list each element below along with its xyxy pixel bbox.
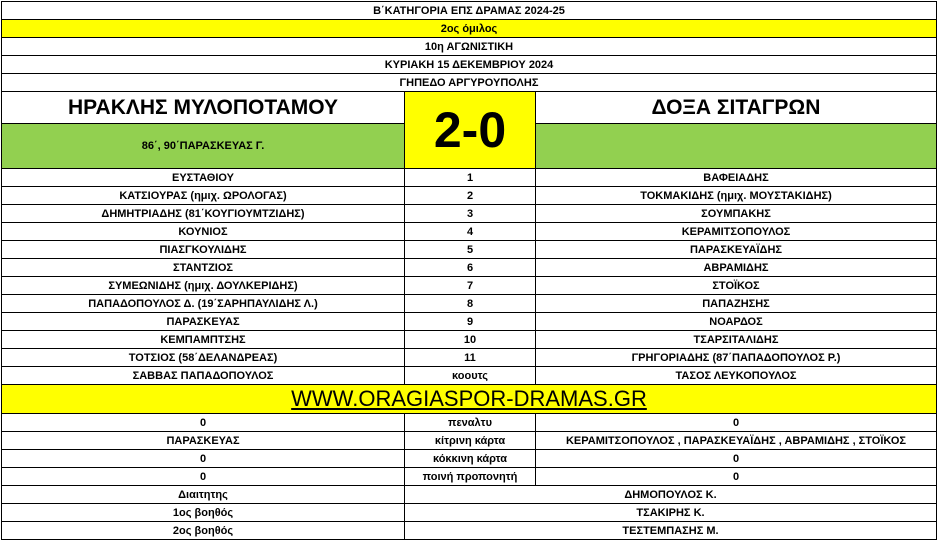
official-name: ΔΗΜΟΠΟΥΛΟΣ Κ. [405,486,937,504]
away-stat-value: 0 [536,468,937,486]
home-player: ΚΟΥΝΙΟΣ [2,223,405,241]
stat-label: κόκκινη κάρτα [405,450,536,468]
official-name: ΤΣΑΚΙΡΗΣ Κ. [405,504,937,522]
official-role: Διαιτητης [2,486,405,504]
away-player: ΝΟΑΡΔΟΣ [536,313,937,331]
away-team-name: ΔΟΞΑ ΣΙΤΑΓΡΩΝ [536,92,937,124]
away-coach: ΤΑΣΟΣ ΛΕΥΚΟΠΟΥΛΟΣ [536,367,937,385]
venue-label: ΓΗΠΕΔΟ ΑΡΓΥΡΟΥΠΟΛΗΣ [2,74,937,92]
lineup-row [2,295,937,313]
matchday-label: 10η ΑΓΩΝΙΣΤΙΚΗ [2,38,937,56]
home-player: ΣΤΑΝΤΖΙΟΣ [2,259,405,277]
home-player: ΤΟΤΣΙΟΣ (58΄ΔΕΛΑΝΔΡΕΑΣ) [2,349,405,367]
lineup-row [2,205,937,223]
stat-label: κίτρινη κάρτα [405,432,536,450]
away-stat-value: 0 [536,450,937,468]
shirt-number: 2 [405,187,536,205]
home-player: ΠΑΠΑΔΟΠΟΥΛΟΣ Δ. (19΄ΣΑΡΗΠΑΥΛΙΔΗΣ Λ.) [2,295,405,313]
lineup-row [2,223,937,241]
official-row [2,504,937,522]
stat-row [2,450,937,468]
official-name: ΤΕΣΤΕΜΠΑΣΗΣ Μ. [405,522,937,540]
away-stat-value: 0 [536,414,937,432]
lineup-row [2,331,937,349]
official-role: 2ος βοηθός [2,522,405,540]
lineup-row [2,259,937,277]
shirt-number: 1 [405,169,536,187]
website-link[interactable]: WWW.ORAGIASPOR-DRAMAS.GR [291,386,647,411]
away-player: ΒΑΦΕΙΑΔΗΣ [536,169,937,187]
shirt-number: 5 [405,241,536,259]
away-player: ΑΒΡΑΜΙΔΗΣ [536,259,937,277]
away-player: ΠΑΡΑΣΚΕΥΑΪΔΗΣ [536,241,937,259]
lineup-row [2,169,937,187]
home-coach: ΣΑΒΒΑΣ ΠΑΠΑΔΟΠΟΥΛΟΣ [2,367,405,385]
home-player: ΠΑΡΑΣΚΕΥΑΣ [2,313,405,331]
shirt-number: 3 [405,205,536,223]
home-player: ΚΑΤΣΙΟΥΡΑΣ (ημιχ. ΩΡΟΛΟΓΑΣ) [2,187,405,205]
home-stat-value: 0 [2,414,405,432]
home-player: ΕΥΣΤΑΘΙΟΥ [2,169,405,187]
home-stat-value: ΠΑΡΑΣΚΕΥΑΣ [2,432,405,450]
shirt-number: 6 [405,259,536,277]
match-date: ΚΥΡΙΑΚΗ 15 ΔΕΚΕΜΒΡΙΟΥ 2024 [2,56,937,74]
league-title: Β΄ΚΑΤΗΓΟΡΙΑ ΕΠΣ ΔΡΑΜΑΣ 2024-25 [2,2,937,20]
away-scorers [536,124,937,169]
home-stat-value: 0 [2,468,405,486]
home-player: ΣΥΜΕΩΝΙΔΗΣ (ημιχ. ΔΟΥΛΚΕΡΙΔΗΣ) [2,277,405,295]
shirt-number: 10 [405,331,536,349]
away-player: ΓΡΗΓΟΡΙΑΔΗΣ (87΄ΠΑΠΑΔΟΠΟΥΛΟΣ Ρ.) [536,349,937,367]
away-player: ΠΑΠΑΖΗΣΗΣ [536,295,937,313]
home-player: ΚΕΜΠΑΜΠΤΣΗΣ [2,331,405,349]
home-scorers: 86΄, 90΄ΠΑΡΑΣΚΕΥΑΣ Γ. [2,124,405,169]
shirt-number: 4 [405,223,536,241]
official-role: 1ος βοηθός [2,504,405,522]
stat-label: ποινή προπονητή [405,468,536,486]
away-player: ΣΤΟΪΚΟΣ [536,277,937,295]
away-player: ΤΟΚΜΑΚΙΔΗΣ (ημιχ. ΜΟΥΣΤΑΚΙΔΗΣ) [536,187,937,205]
lineup-row [2,349,937,367]
official-row [2,522,937,540]
shirt-number: 7 [405,277,536,295]
lineup-row [2,187,937,205]
shirt-number: 8 [405,295,536,313]
officials-rows [2,486,937,540]
lineup-rows [2,169,937,367]
away-player: ΤΣΑΡΣΙΤΑΛΙΔΗΣ [536,331,937,349]
home-team-name: ΗΡΑΚΛΗΣ ΜΥΛΟΠΟΤΑΜΟΥ [2,92,405,124]
lineup-row [2,241,937,259]
coach-label: κοουτς [405,367,536,385]
official-row [2,486,937,504]
stat-row [2,414,937,432]
group-label: 2ος όμιλος [2,20,937,38]
lineup-row [2,313,937,331]
stat-row [2,468,937,486]
away-stat-value: ΚΕΡΑΜΙΤΣΟΠΟΥΛΟΣ , ΠΑΡΑΣΚΕΥΑΪΔΗΣ , ΑΒΡΑΜΙΔΗΣ , ΣΤΟΪΚΟΣ [536,432,937,450]
stat-label: πεναλτυ [405,414,536,432]
match-report-table [1,1,937,540]
home-player: ΔΗΜΗΤΡΙΑΔΗΣ (81΄ΚΟΥΓΙΟΥΜΤΖΙΔΗΣ) [2,205,405,223]
shirt-number: 11 [405,349,536,367]
website-banner[interactable] [2,385,937,414]
home-player: ΠΙΑΣΓΚΟΥΛΙΔΗΣ [2,241,405,259]
final-score: 2-0 [405,92,536,169]
stat-row [2,432,937,450]
shirt-number: 9 [405,313,536,331]
home-stat-value: 0 [2,450,405,468]
stats-rows [2,414,937,486]
away-player: ΚΕΡΑΜΙΤΣΟΠΟΥΛΟΣ [536,223,937,241]
lineup-row [2,277,937,295]
away-player: ΣΟΥΜΠΑΚΗΣ [536,205,937,223]
